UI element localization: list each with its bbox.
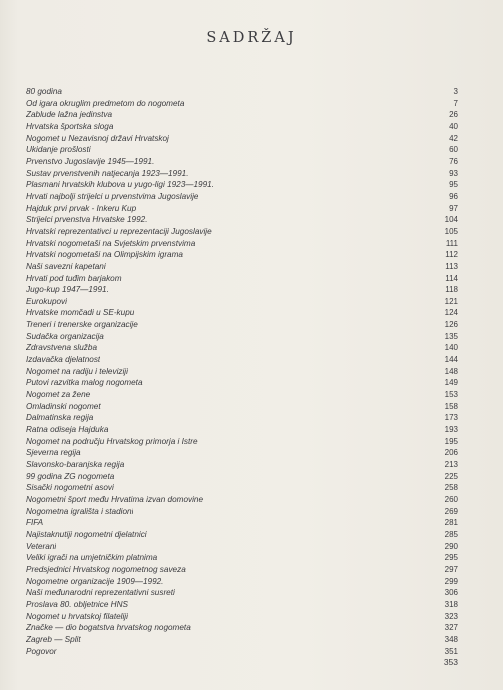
toc-entry bbox=[26, 587, 458, 599]
toc-entry-page: 135 bbox=[444, 331, 458, 341]
toc-entry-title: Nogomet u hrvatskoj filateliji bbox=[26, 611, 128, 621]
toc-entry-title: Veterani bbox=[26, 541, 57, 551]
toc-entry-title: Pogovor bbox=[26, 646, 57, 656]
toc-entry-title: Zagreb — Split bbox=[26, 634, 81, 644]
toc-entry-title: Hrvati najbolji strijelci u prvenstvima Jugoslavije bbox=[26, 191, 199, 201]
toc-entry-title: 99 godina ZG nogometa bbox=[26, 471, 115, 481]
toc-entry-page: 195 bbox=[444, 436, 458, 446]
toc-entry-title: Zablude lažna jedinstva bbox=[26, 110, 113, 120]
toc-entry-page: 140 bbox=[444, 343, 458, 353]
toc-entry-page: 327 bbox=[444, 623, 458, 633]
toc-entry bbox=[26, 424, 458, 436]
toc-entry-title: Strijelci prvenstva Hrvatske 1992. bbox=[26, 215, 148, 225]
toc-entry-page: 104 bbox=[444, 215, 458, 225]
toc-entry-title: Proslava 80. obljetnice HNS bbox=[26, 599, 128, 609]
toc-entry-page: 96 bbox=[449, 191, 458, 201]
toc-entry-title: Nogometni šport među Hrvatima izvan domovine bbox=[26, 494, 204, 504]
toc-entry-title: Nogometne organizacije 1909—1992. bbox=[26, 576, 164, 586]
toc-entry-page: 281 bbox=[444, 518, 458, 528]
toc-entry-page: 285 bbox=[444, 529, 458, 539]
toc-entry bbox=[26, 203, 458, 215]
toc-entry-page: 76 bbox=[449, 156, 458, 166]
page-number: 353 bbox=[443, 657, 458, 667]
toc-entry-page: 97 bbox=[449, 203, 458, 213]
toc-entry-page: 3 bbox=[453, 87, 458, 96]
toc-entry bbox=[26, 214, 458, 226]
toc-entry-page: 225 bbox=[444, 471, 458, 481]
toc-entry bbox=[26, 401, 458, 413]
toc-entry-page: 118 bbox=[445, 285, 458, 295]
toc-entry-page: 114 bbox=[445, 273, 458, 283]
toc-entry-title: Eurokupovi bbox=[26, 296, 67, 306]
toc-entry bbox=[26, 436, 458, 448]
toc-entry bbox=[26, 156, 458, 168]
toc-entry-title: Značke — dio bogatstva hrvatskog nogometa bbox=[26, 623, 191, 633]
toc-entry bbox=[26, 622, 458, 634]
toc-entry-title: Od igara okruglim predmetom do nogometa bbox=[26, 98, 185, 108]
toc-entry-title: Zdravstvena služba bbox=[26, 343, 97, 353]
toc-entry bbox=[26, 98, 458, 110]
toc-entry-page: 7 bbox=[453, 98, 458, 108]
toc-entry-page: 297 bbox=[444, 564, 458, 574]
toc-entry-page: 299 bbox=[444, 576, 458, 586]
toc-entry bbox=[26, 389, 458, 401]
toc-entry-page: 206 bbox=[444, 448, 458, 458]
toc-entry-title: Hrvatska športska sloga bbox=[26, 121, 114, 131]
toc-entry bbox=[26, 506, 458, 518]
toc-entry bbox=[26, 552, 458, 564]
toc-entry bbox=[26, 109, 458, 121]
toc-entry bbox=[26, 447, 458, 459]
toc-entry bbox=[26, 121, 458, 133]
toc-entry-page: 26 bbox=[449, 110, 458, 120]
toc-entry-title: Nogomet na području Hrvatskog primorja i Istre bbox=[26, 436, 198, 446]
toc-entry-page: 148 bbox=[444, 366, 458, 376]
toc-entry-title: Nogomet za žene bbox=[26, 390, 91, 400]
toc-entry-page: 348 bbox=[444, 634, 458, 644]
toc-entry-title: Hrvatske momčadi u SE-kupu bbox=[26, 308, 135, 318]
toc-entry bbox=[26, 261, 458, 273]
toc-entry-page: 173 bbox=[444, 413, 458, 423]
toc-entry-title: Predsjednici Hrvatskog nogometnog saveza bbox=[26, 564, 186, 574]
toc-entry-page: 95 bbox=[449, 180, 458, 190]
toc-entry-page: 193 bbox=[444, 425, 458, 435]
toc-entry bbox=[26, 179, 458, 191]
toc-entry-title: Hrvatski nogometaši na Svjetskim prvenstvima bbox=[26, 238, 196, 248]
toc-entry bbox=[26, 494, 458, 506]
table-of-contents bbox=[26, 86, 458, 657]
toc-entry bbox=[26, 412, 458, 424]
toc-entry-title: Treneri i trenerske organizacije bbox=[26, 320, 138, 330]
toc-entry-page: 213 bbox=[444, 460, 458, 469]
toc-entry-page: 149 bbox=[444, 378, 458, 388]
toc-entry-title: Sjeverna regija bbox=[26, 448, 81, 458]
toc-entry-page: 112 bbox=[445, 250, 458, 260]
toc-entry bbox=[26, 576, 458, 588]
toc-entry-title: Omladinski nogomet bbox=[26, 401, 101, 411]
toc-entry-title: Ukidanje prošlosti bbox=[26, 145, 91, 155]
toc-entry-page: 126 bbox=[444, 320, 458, 330]
toc-entry bbox=[26, 354, 458, 366]
toc-entry bbox=[26, 226, 458, 238]
toc-entry-title: Nogomet u Nezavisnoj državi Hrvatskoj bbox=[26, 133, 169, 143]
toc-entry bbox=[26, 86, 458, 98]
toc-entry-page: 60 bbox=[449, 145, 458, 155]
toc-entry-page: 105 bbox=[444, 226, 458, 236]
toc-entry bbox=[26, 144, 458, 156]
toc-entry bbox=[26, 634, 458, 646]
toc-entry-title: Hrvatski reprezentativci u reprezentaciji Jugoslavije bbox=[26, 226, 212, 236]
toc-entry-title: FIFA bbox=[26, 518, 44, 528]
toc-entry bbox=[26, 529, 458, 541]
toc-entry-title: Nogomet na radiju i televiziji bbox=[26, 366, 128, 376]
toc-entry bbox=[26, 564, 458, 576]
toc-entry-page: 290 bbox=[444, 541, 458, 551]
toc-entry-title: Nogometna igrališta i stadioni bbox=[26, 506, 134, 516]
toc-entry-title: Hrvati pod tuđim barjakom bbox=[26, 273, 122, 283]
toc-entry-page: 113 bbox=[445, 261, 458, 271]
toc-entry-page: 158 bbox=[444, 401, 458, 411]
toc-entry-title: Veliki igrači na umjetničkim platnima bbox=[26, 553, 158, 563]
toc-entry-title: Dalmatinska regija bbox=[26, 413, 94, 423]
toc-entry-title: Naši savezni kapetani bbox=[26, 261, 106, 271]
toc-entry-title: Sisački nogometni asovi bbox=[26, 483, 114, 493]
toc-entry-title: Prvenstvo Jugoslavije 1945—1991. bbox=[26, 156, 155, 166]
toc-entry bbox=[26, 284, 458, 296]
toc-entry bbox=[26, 611, 458, 623]
toc-entry-page: 42 bbox=[449, 133, 458, 143]
toc-entry bbox=[26, 238, 458, 250]
toc-entry bbox=[26, 133, 458, 145]
toc-entry-page: 260 bbox=[444, 494, 458, 504]
toc-entry bbox=[26, 471, 458, 483]
toc-entry-title: Jugo-kup 1947—1991. bbox=[26, 285, 109, 295]
toc-entry-title: Ratna odiseja Hajduka bbox=[26, 425, 109, 435]
toc-entry bbox=[26, 599, 458, 611]
toc-entry bbox=[26, 517, 458, 529]
toc-entry bbox=[26, 273, 458, 285]
toc-entry-title: Naši međunarodni reprezentativni susreti bbox=[26, 588, 175, 598]
toc-entry bbox=[26, 296, 458, 308]
toc-entry bbox=[26, 342, 458, 354]
toc-entry bbox=[26, 459, 458, 471]
toc-entry-page: 258 bbox=[444, 483, 458, 493]
toc-entry bbox=[26, 646, 458, 658]
toc-entry-title: Sudačka organizacija bbox=[26, 331, 104, 341]
toc-entry-page: 111 bbox=[445, 238, 458, 248]
toc-entry bbox=[26, 307, 458, 319]
toc-entry-page: 124 bbox=[444, 308, 458, 318]
toc-entry-title: Sustav prvenstvenih natjecanja 1923—1991. bbox=[26, 168, 189, 178]
toc-entry bbox=[26, 168, 458, 180]
toc-entry-page: 318 bbox=[444, 599, 458, 609]
toc-entry bbox=[26, 541, 458, 553]
toc-entry bbox=[26, 377, 458, 389]
toc-entry-title: Putovi razvitka malog nogometa bbox=[26, 378, 143, 388]
toc-entry-page: 323 bbox=[444, 611, 458, 621]
toc-entry bbox=[26, 482, 458, 494]
toc-entry-page: 144 bbox=[444, 355, 458, 365]
toc-entry-title: Izdavačka djelatnost bbox=[26, 355, 101, 365]
toc-entry-title: Slavonsko-baranjska regija bbox=[26, 460, 125, 469]
toc-entry-title: Hrvatski nogometaši na Olimpijskim igrama bbox=[26, 250, 183, 260]
toc-entry-page: 93 bbox=[449, 168, 458, 178]
toc-entry-page: 121 bbox=[444, 296, 458, 306]
toc-entry-title: 80 godina bbox=[26, 87, 62, 96]
toc-entry-page: 153 bbox=[444, 390, 458, 400]
toc-entry bbox=[26, 331, 458, 343]
toc-entry-title: Plasmani hrvatskih klubova u yugo-ligi 1923—1991. bbox=[26, 180, 214, 190]
toc-entry bbox=[26, 249, 458, 261]
toc-entry-page: 269 bbox=[444, 506, 458, 516]
toc-entry-title: Najistaknutiji nogometni djelatnici bbox=[26, 529, 147, 539]
toc-entry-page: 306 bbox=[444, 588, 458, 598]
toc-entry bbox=[26, 319, 458, 331]
page-title: SADRŽAJ bbox=[206, 30, 297, 46]
toc-entry bbox=[26, 191, 458, 203]
toc-entry-page: 351 bbox=[444, 646, 458, 656]
toc-entry-page: 40 bbox=[449, 121, 458, 131]
toc-entry-title: Hajduk prvi prvak - Inkeru Kup bbox=[26, 203, 137, 213]
toc-entry bbox=[26, 366, 458, 378]
toc-entry-page: 295 bbox=[444, 553, 458, 563]
